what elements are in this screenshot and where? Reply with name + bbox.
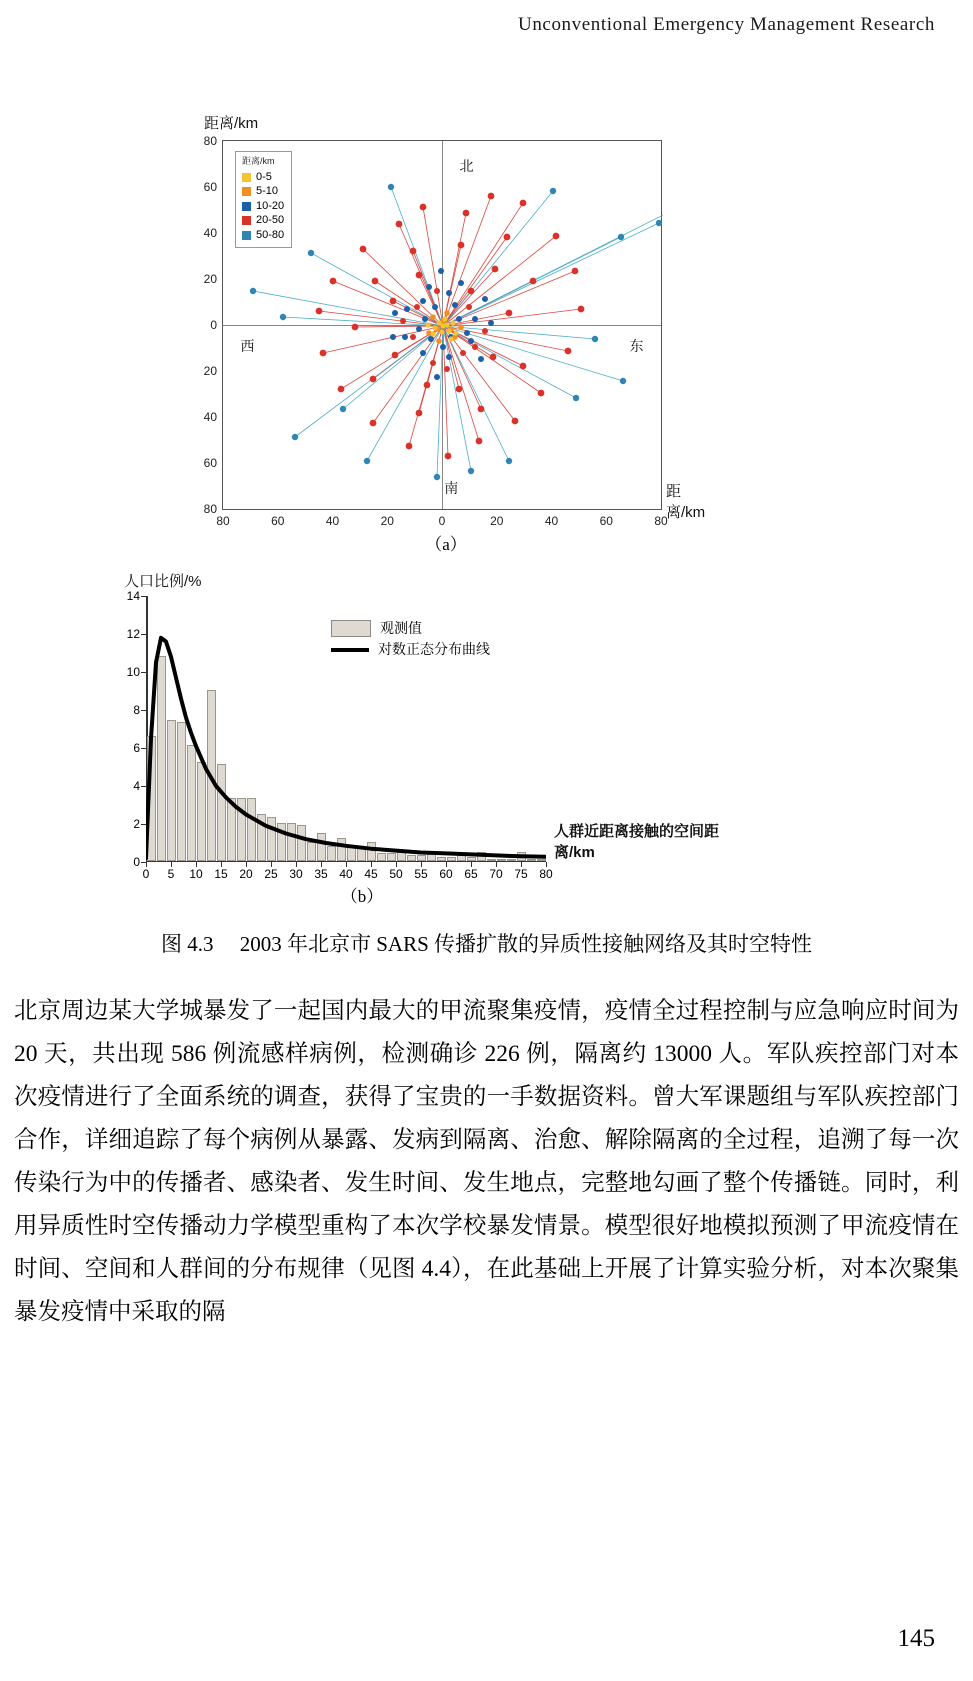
histogram-bar: [417, 855, 426, 861]
panel-a-legend-label: 20-50: [256, 214, 285, 227]
panel-a-ytick: 20: [203, 272, 217, 286]
panel-b-xtick: 65: [464, 867, 478, 881]
panel-b-x-axis-label: 人群近距离接触的空间距离/km: [554, 823, 720, 861]
panel-a-x-axis-label: 距离/km: [666, 483, 706, 521]
histogram-bar: [477, 852, 486, 862]
histogram-bar: [517, 852, 526, 862]
panel-b-xtick: 35: [314, 867, 328, 881]
panel-b-legend-label: 对数正态分布曲线: [378, 641, 490, 657]
panel-a-legend-label: 50-80: [256, 228, 285, 241]
histogram-bar: [257, 814, 266, 862]
panel-b-ytick: 6: [133, 740, 140, 755]
panel-a-xtick: 20: [490, 514, 504, 528]
histogram-bar: [497, 859, 506, 861]
panel-b-subcaption: （b）: [340, 887, 384, 906]
legend-line-swatch-icon: [331, 648, 369, 652]
histogram-bar: [527, 859, 536, 861]
histogram-bar: [487, 859, 496, 861]
panel-a-xtick: 40: [544, 514, 559, 528]
running-head: Unconventional Emergency Management Research: [518, 14, 935, 35]
body-paragraph: 北京周边某大学城暴发了一起国内最大的甲流聚集疫情，疫情全过程控制与应急响应时间为 20 天，共出现 586 例流感样病例，检测确诊 226 例，隔离约 13000 人。军队疾控部门对本次疫情进行了全面系统的调查，获得了宝贵的一手数据资料。曾大军课题组与军队疾控部门合作，详细追踪了每个病例从暴露、发病到隔离、治愈、解除隔离的全过程，追溯了每一次传染行为中的传播者、感染者、发生时间、发生地点，完整地勾画了整个传播链。同时，利用异质性时空传播动力学模型重构了本次学校暴发情景。模型很好地模拟预测了甲流疫情在时间、空间和人群间的分布规律（见图 4.4），在此基础上开展了计算实验分析，对本次聚集暴发疫情中采取的隔: [14, 998, 959, 1325]
direction-label-north: 北: [459, 157, 474, 174]
panel-b-ytick: 2: [133, 816, 140, 831]
panel-a-xtick: 20: [380, 514, 394, 528]
panel-a-ytick: 0: [210, 318, 217, 332]
histogram-bar: [337, 838, 346, 861]
panel-a-ytick: 60: [203, 456, 217, 470]
figure-caption: 图 4.3 2003 年北京市 SARS 传播扩散的异质性接触网络及其时空特性: [160, 932, 813, 956]
panel-b-ytick: 14: [126, 589, 140, 603]
panel-a-ytick: 20: [203, 364, 217, 378]
histogram-bar: [237, 798, 246, 861]
panel-b-xtick: 25: [264, 867, 278, 881]
panel-a-plot-area: [203, 134, 668, 528]
histogram-bar: [467, 857, 476, 861]
histogram-bar: [407, 855, 416, 861]
histogram-bar: [227, 798, 236, 861]
histogram-bar: [537, 859, 546, 861]
panel-a-ytick: 60: [203, 180, 217, 194]
histogram-bar: [187, 745, 196, 861]
histogram-bar: [307, 842, 316, 861]
panel-b-legend-item: [331, 639, 490, 660]
histogram-bar: [267, 817, 276, 861]
panel-b-xtick: 15: [214, 867, 228, 881]
panel-b-xtick: 75: [514, 867, 528, 881]
panel-b-ytick: 0: [133, 855, 140, 869]
panel-a-ytick: 40: [203, 410, 217, 424]
histogram-bar: [277, 823, 286, 861]
panel-a-xtick: 80: [654, 514, 668, 528]
histogram-bar: [207, 690, 216, 861]
histogram-bar: [387, 853, 396, 861]
panel-a-legend-label: 10-20: [256, 199, 285, 212]
panel-b-ytick: 12: [126, 627, 140, 641]
histogram-bar: [457, 855, 466, 861]
panel-a-legend-label: 5-10: [256, 185, 279, 198]
histogram-bar: [177, 722, 186, 861]
histogram-bar: [437, 857, 446, 861]
panel-b-xtick: 20: [239, 867, 253, 881]
panel-a-scatter-network: [223, 141, 663, 511]
histogram-bar: [287, 823, 296, 861]
panel-a-xtick: 80: [216, 514, 230, 528]
histogram-bar: [357, 848, 366, 861]
panel-a-xtick: 60: [271, 514, 285, 528]
panel-b-xtick: 5: [167, 867, 175, 881]
direction-label-west: 西: [240, 338, 255, 355]
histogram-bar: [447, 857, 456, 861]
panel-b-xtick: 10: [189, 867, 203, 881]
histogram-bar: [167, 720, 176, 861]
panel-a-y-axis-label: 距离/km: [204, 115, 259, 132]
panel-a-legend-title: 距离/km: [242, 156, 275, 166]
histogram-bar: [427, 852, 436, 862]
histogram-bar: [507, 859, 516, 861]
panel-b-legend-label: 观测值: [380, 620, 422, 636]
histogram-bar: [157, 656, 166, 861]
histogram-bar: [397, 852, 406, 862]
histogram-bar: [247, 798, 256, 861]
panel-a-xtick: 0: [438, 514, 446, 528]
panel-b-xtick: 30: [289, 867, 303, 881]
panel-b-xtick: 60: [439, 867, 453, 881]
histogram-bar: [327, 846, 336, 861]
panel-b-xtick: 80: [539, 867, 553, 881]
histogram-bar: [217, 764, 226, 861]
legend-bar-swatch-icon: [331, 620, 371, 637]
panel-b-xtick: 40: [339, 867, 353, 881]
panel-b-xtick: 45: [364, 867, 378, 881]
histogram-bar: [297, 825, 306, 861]
panel-b-xtick: 50: [389, 867, 403, 881]
panel-a-legend-label: 0-5: [256, 170, 272, 183]
histogram-bar: [377, 853, 386, 861]
figure-panel-a: [186, 112, 706, 562]
histogram-bar: [197, 762, 206, 861]
panel-a-ytick: 40: [203, 226, 217, 240]
panel-b-legend: [331, 618, 490, 660]
histogram-bar: [147, 736, 156, 861]
figure-panel-b: [110, 570, 730, 910]
panel-b-ytick: 4: [133, 779, 140, 793]
histogram-bar: [317, 833, 326, 862]
panel-a-ytick: 80: [203, 134, 217, 148]
page-number: 145: [897, 1625, 935, 1652]
panel-a-subcaption: （a）: [425, 535, 467, 554]
panel-b-y-axis-label: 人口比例/%: [124, 573, 202, 590]
panel-b-ytick: 8: [133, 703, 140, 717]
direction-label-south: 南: [444, 479, 459, 496]
direction-label-east: 东: [629, 338, 644, 355]
panel-b-ytick: 10: [126, 664, 140, 679]
histogram-bar: [367, 842, 376, 861]
panel-a-xtick: 60: [599, 514, 613, 528]
panel-a-ytick: 80: [203, 502, 217, 516]
panel-b-xtick: 70: [489, 867, 503, 881]
panel-b-plot-area: [126, 589, 553, 881]
panel-b-legend-item: [331, 618, 490, 639]
histogram-bar: [347, 846, 356, 861]
panel-a-xtick: 40: [325, 514, 340, 528]
panel-b-xtick: 0: [142, 867, 150, 881]
panel-b-xtick: 55: [414, 867, 428, 881]
